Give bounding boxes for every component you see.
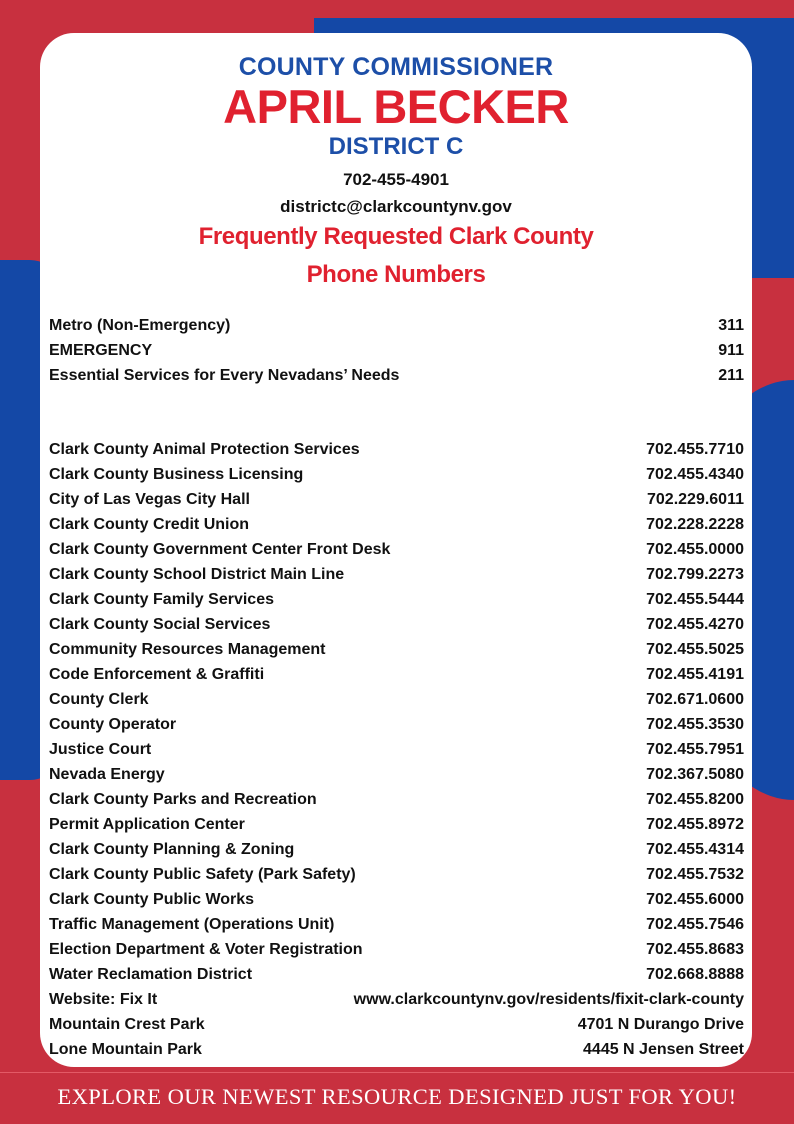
- list-item: [49, 687, 744, 712]
- list-item-number: 311: [718, 317, 744, 334]
- list-item-label: Traffic Management (Operations Unit): [49, 916, 335, 933]
- district-title: DISTRICT C: [328, 133, 464, 160]
- list-item: [49, 537, 744, 562]
- list-item-label: Lone Mountain Park: [49, 1041, 202, 1058]
- subtitle-line-2: Phone Numbers: [306, 261, 486, 288]
- list-item-number: 702.367.5080: [646, 766, 744, 783]
- footer-banner: [0, 1072, 794, 1124]
- list-item-label: Justice Court: [49, 741, 152, 758]
- list-item: [49, 587, 744, 612]
- list-item-label: Clark County Parks and Recreation: [49, 791, 317, 808]
- list-item: [49, 837, 744, 862]
- list-item-label: Code Enforcement & Graffiti: [49, 666, 265, 683]
- list-item-number: 702.455.7951: [646, 741, 744, 758]
- list-item-label: EMERGENCY: [49, 342, 153, 359]
- list-item-number: 702.455.4270: [646, 616, 744, 633]
- list-item-label: Website: Fix It: [49, 991, 158, 1008]
- list-item-number: 702.799.2273: [646, 566, 744, 583]
- list-item-label: Clark County Family Services: [49, 591, 274, 608]
- list-item-number: 702.455.4340: [646, 466, 744, 483]
- list-item-label: City of Las Vegas City Hall: [49, 491, 250, 508]
- list-item: [49, 487, 744, 512]
- list-item-number: 702.228.2228: [646, 516, 744, 533]
- list-item-label: Clark County School District Main Line: [49, 566, 345, 583]
- list-item-number: 702.455.5025: [646, 641, 744, 658]
- list-item: [49, 787, 744, 812]
- list-item-number: 702.455.6000: [646, 891, 744, 908]
- office-email: districtc@clarkcountynv.gov: [280, 197, 512, 216]
- list-item-number: 4445 N Jensen Street: [583, 1041, 744, 1058]
- list-item: [49, 912, 744, 937]
- list-item: [49, 712, 744, 737]
- list-item-label: Clark County Animal Protection Services: [49, 441, 360, 458]
- list-item-number: 702.455.0000: [646, 541, 744, 558]
- list-item-number: 911: [718, 342, 744, 359]
- list-item-label: Essential Services for Every Nevadans’ Needs: [49, 367, 400, 384]
- list-item-label: Permit Application Center: [49, 816, 245, 833]
- list-item: [49, 612, 744, 637]
- list-item-label: Clark County Public Safety (Park Safety): [49, 866, 356, 883]
- list-item: [49, 462, 744, 487]
- list-item: [49, 562, 744, 587]
- list-item-number: 211: [718, 367, 744, 384]
- list-item-number: 702.455.8972: [646, 816, 744, 833]
- list-item-number: 702.229.6011: [647, 491, 744, 508]
- list-item-number: 702.455.3530: [646, 716, 744, 733]
- list-item-number: 702.668.8888: [646, 966, 744, 983]
- list-item-label: County Clerk: [49, 691, 149, 708]
- list-item-label: Election Department & Voter Registration: [49, 941, 363, 958]
- list-item: [49, 1037, 744, 1062]
- list-item: [49, 737, 744, 762]
- list-item-label: County Operator: [49, 716, 177, 733]
- list-item-number: 702.455.7532: [646, 866, 744, 883]
- list-item: [49, 363, 744, 388]
- subtitle-line-1: Frequently Requested Clark County: [198, 223, 594, 250]
- list-item-number: 702.671.0600: [646, 691, 744, 708]
- list-item-label: Community Resources Management: [49, 641, 326, 658]
- list-item-label: Mountain Crest Park: [49, 1016, 205, 1033]
- directory-list: [49, 437, 744, 1062]
- list-item: [49, 812, 744, 837]
- list-item-number: 702.455.5444: [646, 591, 744, 608]
- list-item-label: Clark County Credit Union: [49, 516, 250, 533]
- list-item: [49, 1012, 744, 1037]
- list-item: [49, 962, 744, 987]
- list-item-number: 702.455.4191: [646, 666, 744, 683]
- list-item-label: Water Reclamation District: [49, 966, 253, 983]
- list-item-label: Clark County Public Works: [49, 891, 255, 908]
- emergency-numbers-list: [49, 313, 744, 388]
- list-item-number: 702.455.7546: [646, 916, 744, 933]
- list-item: [49, 662, 744, 687]
- list-item-number: 702.455.7710: [646, 441, 744, 458]
- list-item: [49, 862, 744, 887]
- office-phone: 702-455-4901: [343, 170, 449, 189]
- list-item-label: Nevada Energy: [49, 766, 165, 783]
- footer-text: EXPLORE OUR NEWEST RESOURCE DESIGNED JUST FOR YOU!: [57, 1084, 737, 1109]
- list-item-number: 4701 N Durango Drive: [577, 1016, 744, 1033]
- list-item: [49, 637, 744, 662]
- list-item: [49, 887, 744, 912]
- list-item-label: Metro (Non-Emergency): [49, 317, 231, 334]
- list-item-number: www.clarkcountynv.gov/residents/fixit-clark-county: [353, 991, 744, 1008]
- list-item-label: Clark County Government Center Front Desk: [49, 541, 391, 558]
- list-item-label: Clark County Social Services: [49, 616, 271, 633]
- commissioner-name: APRIL BECKER: [223, 80, 569, 133]
- list-item: [49, 313, 744, 338]
- commissioner-title: COUNTY COMMISSIONER: [238, 53, 554, 81]
- list-item-number: 702.455.4314: [646, 841, 744, 858]
- list-item: [49, 762, 744, 787]
- list-item: [49, 512, 744, 537]
- list-item-number: 702.455.8200: [646, 791, 744, 808]
- list-item-label: Clark County Planning & Zoning: [49, 841, 295, 858]
- flyer-card: [40, 33, 752, 1067]
- list-item: [49, 338, 744, 363]
- list-item: [49, 937, 744, 962]
- list-item: [49, 437, 744, 462]
- list-item-label: Clark County Business Licensing: [49, 466, 304, 483]
- list-item: [49, 987, 744, 1012]
- list-item-number: 702.455.8683: [646, 941, 744, 958]
